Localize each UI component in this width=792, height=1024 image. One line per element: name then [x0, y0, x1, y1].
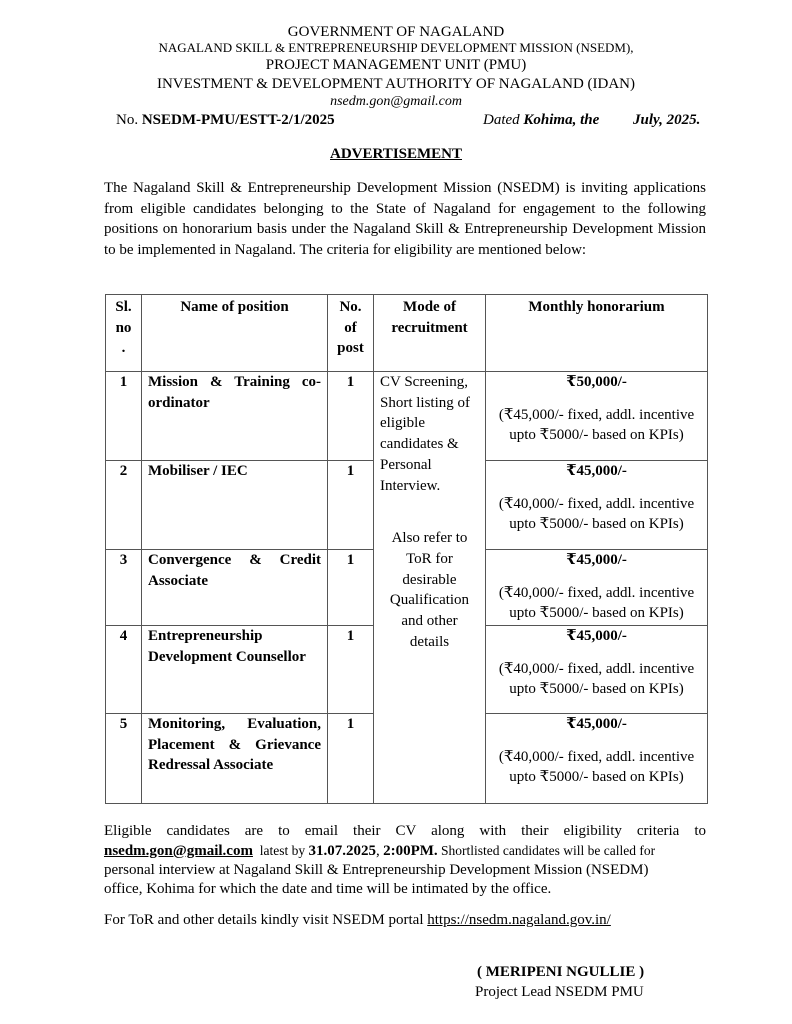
honorarium-amount: ₹45,000/-	[566, 716, 627, 732]
row-position: Mission & Training co-ordinator	[142, 372, 328, 461]
row-position: Convergence & Credit Associate	[142, 550, 328, 626]
row-honorarium	[486, 626, 708, 714]
eligibility-line4: office, Kohima for which the date and time will be intimated by the office.	[104, 881, 552, 897]
honorarium-detail: (₹40,000/- fixed, addl. incentive upto ₹5000/- based on KPIs)	[498, 660, 695, 698]
row-posts: 1	[328, 461, 374, 550]
header-email: nsedm.gon@gmail.com	[330, 94, 462, 109]
advertisement-title: ADVERTISEMENT	[330, 146, 462, 162]
intro-paragraph: The Nagaland Skill & Entrepreneurship Development Mission (NSEDM) is inviting applications from eligible candidates belonging to the State of Nagaland for engagement to the following positions on honorarium basis under the Nagaland Skill & Entrepreneurship Development Mission to be implemented in Nagaland. The criteria for eligibility are mentioned below:	[104, 180, 706, 259]
application-email[interactable]: nsedm.gon@gmail.com	[104, 843, 253, 859]
signatory-name: ( MERIPENI NGULLIE )	[477, 964, 645, 980]
header-honorarium: Monthly honorarium	[486, 295, 708, 372]
row-sl: 3	[106, 550, 142, 626]
row-posts: 1	[328, 372, 374, 461]
eligibility-line2: nsedm.gon@gmail.com latest by 31.07.2025, 2:00PM. Shortlisted candidates will be called for	[104, 843, 656, 859]
header-government: GOVERNMENT OF NAGALAND	[287, 24, 505, 40]
header-idan: INVESTMENT & DEVELOPMENT AUTHORITY OF NAGALAND (IDAN)	[156, 76, 636, 92]
honorarium-amount: ₹45,000/-	[566, 463, 627, 479]
portal-link[interactable]: https://nsedm.nagaland.gov.in/	[427, 912, 611, 928]
honorarium-amount: ₹45,000/-	[566, 552, 627, 568]
row-honorarium	[486, 714, 708, 804]
row-sl: 4	[106, 626, 142, 714]
eligibility-paragraph	[104, 821, 706, 899]
dated: Dated Kohima, the	[483, 112, 600, 128]
header-pmu: PROJECT MANAGEMENT UNIT (PMU)	[265, 57, 527, 73]
row-sl: 1	[106, 372, 142, 461]
header-sl-no: Sl. no .	[106, 295, 142, 372]
header-mode: Mode of recruitment	[374, 295, 486, 372]
honorarium-detail: (₹45,000/- fixed, addl. incentive upto ₹5000/- based on KPIs)	[498, 406, 695, 444]
row-posts: 1	[328, 626, 374, 714]
header-mission: NAGALAND SKILL & ENTREPRENEURSHIP DEVELOPMENT MISSION (NSEDM),	[158, 40, 634, 55]
row-honorarium	[486, 550, 708, 626]
honorarium-amount: ₹50,000/-	[566, 374, 627, 390]
reference-number-value: NSEDM-PMU/ESTT-2/1/2025	[141, 112, 335, 128]
row-honorarium	[486, 461, 708, 550]
honorarium-amount: ₹45,000/-	[566, 628, 627, 644]
row-position: Entrepreneurship Development Counsellor	[142, 626, 328, 714]
reference-number: No. NSEDM-PMU/ESTT-2/1/2025	[116, 112, 335, 128]
signatory-designation: Project Lead NSEDM PMU	[475, 984, 644, 1000]
row-posts: 1	[328, 714, 374, 804]
reference-line	[116, 112, 706, 130]
row-position: Mobiliser / IEC	[142, 461, 328, 550]
recruitment-mode	[374, 372, 486, 804]
honorarium-detail: (₹40,000/- fixed, addl. incentive upto ₹5000/- based on KPIs)	[498, 584, 695, 622]
honorarium-detail: (₹40,000/- fixed, addl. incentive upto ₹5000/- based on KPIs)	[498, 748, 695, 786]
eligibility-line1: Eligible candidates are to email their CV along with their eligibility criteria to	[104, 823, 706, 839]
header-posts: No. of post	[328, 295, 374, 372]
honorarium-detail: (₹40,000/- fixed, addl. incentive upto ₹5000/- based on KPIs)	[498, 495, 695, 533]
deadline-time: 2:00PM.	[383, 843, 438, 859]
dated-month: July, 2025.	[633, 112, 701, 128]
tor-line: For ToR and other details kindly visit NSEDM portal https://nsedm.nagaland.gov.in/	[104, 912, 611, 928]
mode-part2: Also refer to ToR for desirable Qualification and other details	[389, 530, 470, 650]
table-row	[106, 372, 708, 461]
row-posts: 1	[328, 550, 374, 626]
row-sl: 2	[106, 461, 142, 550]
row-honorarium	[486, 372, 708, 461]
positions-table	[105, 294, 708, 804]
row-position: Monitoring, Evaluation, Placement & Grievance Redressal Associate	[142, 714, 328, 804]
header-position: Name of position	[142, 295, 328, 372]
mode-part1: CV Screening, Short listing of eligible candidates & Personal Interview.	[380, 374, 471, 494]
row-sl: 5	[106, 714, 142, 804]
table-header-row	[106, 295, 708, 372]
eligibility-line3: personal interview at Nagaland Skill & Entrepreneurship Development Mission (NSEDM)	[104, 862, 649, 878]
deadline-date: 31.07.2025	[308, 843, 376, 859]
